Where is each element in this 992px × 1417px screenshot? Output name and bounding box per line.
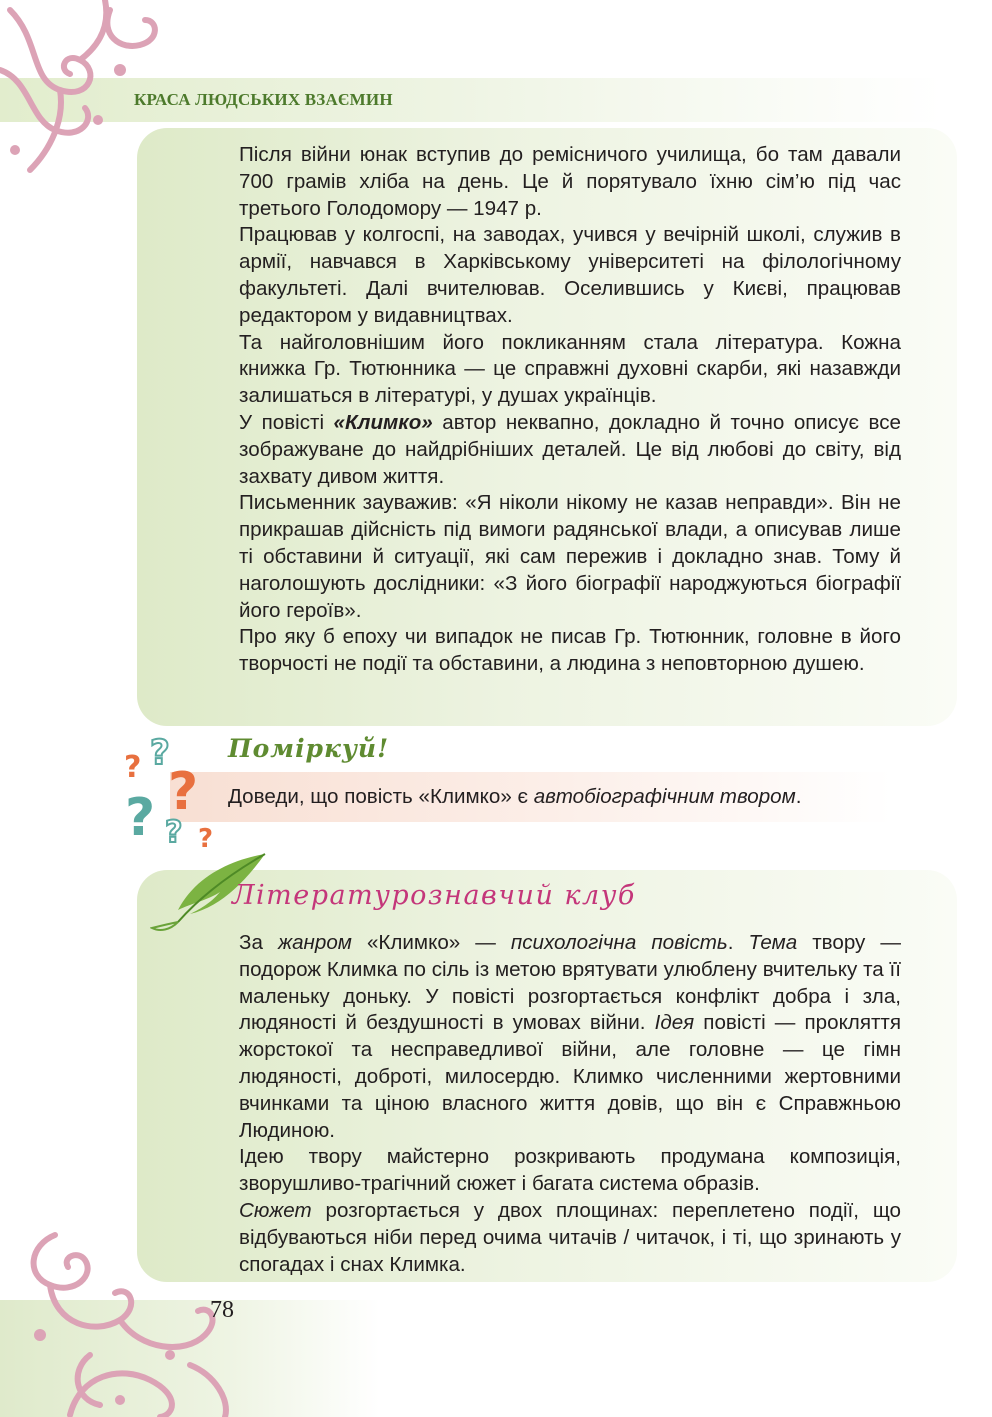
text-run: Письменник зауважив: «Я ніколи нікому не казав неправди». Він не прикрашав дійсність під вимоги радянської влади, а описував лише ті обставини й ситуації, які сам пережив і докладно знав. Тому й наголошують дослідники: «З його біографії народжуються біографії його героїв». [239, 491, 901, 622]
text-run: твору — подорож Климка по сіль із метою врятувати улюблену вчительку та її маленьку доньку. У повісті розгортається конфлікт добра і зла, людяності й бездушності в умовах війни. [239, 931, 901, 1035]
text-run: Ідея [654, 1011, 695, 1035]
paragraph [239, 410, 901, 490]
running-header: КРАСА ЛЮДСЬКИХ ВЗАЄМИН [134, 90, 393, 109]
text-run: повісті — прокляття жорстокої та несправедливої війни, але головне — це гімн людяності, доброті, милосердю. Климко численними жертовними вчинками та ціною власного життя довів, що він є Справжньою Людиною. [239, 1011, 901, 1142]
text-run: . [727, 931, 749, 954]
text-run: автобіографічним твором [533, 785, 796, 808]
text-run: жанром [277, 931, 352, 954]
text-run: автор неквапно, докладно й точно описує все зображуване до найдрібніших деталей. Це від любові до світу, від захвату дивом життя. [239, 410, 902, 488]
text-run: Сюжет [239, 1198, 312, 1222]
paragraph [239, 222, 901, 329]
text-run: «Климко» [333, 410, 433, 434]
text-run: Працював у колгоспі, на заводах, учився у вечірній школі, служив в армії, навчався в Харківському університеті на філологічному факультеті. Далі вчителював. Оселившись у Києві, працював редактором у видавництвах. [239, 223, 901, 327]
club-text [239, 930, 901, 1278]
think-task [228, 785, 801, 809]
paragraph [239, 930, 901, 1144]
text-run: розгортається у двох площинах: переплетено події, що відбуваються ніби перед очима читачів / читачок, і ті, що зринають у спогадах і снах Климка. [239, 1198, 901, 1276]
text-run: У повісті [239, 410, 334, 434]
text-run: Після війни юнак вступив до ремісничого училища, бо там давали 700 грамів хліба на день. Це й порятувало їхню сім’ю під час третього Голодомору — 1947 р. [239, 143, 901, 220]
paragraph [239, 142, 901, 222]
text-run: Тема [748, 931, 798, 954]
text-run: . [795, 785, 802, 808]
text-run: Доведи, що повість «Климко» є [228, 785, 534, 808]
text-run: психологічна повість [510, 931, 728, 954]
paragraph [239, 1198, 901, 1278]
biography-text [239, 142, 901, 678]
paragraph [239, 1144, 901, 1198]
paragraph [239, 624, 901, 678]
paragraph [239, 330, 901, 410]
text-run: «Климко» — [351, 931, 511, 954]
think-heading: Поміркуй! [228, 734, 390, 763]
club-heading: Літературознавчий клуб [232, 880, 636, 911]
text-run: Та найголовнішим його покликанням стала література. Кожна книжка Гр. Тютюнника — це справжні духовні скарби, які назавжди залишаться в літературі, у душах українців. [239, 330, 901, 408]
text-run: Про яку б епоху чи випадок не писав Гр. Тютюнник, головне в його творчості не події та обставини, а людина з неповторною душею. [239, 625, 901, 676]
text-run: За [239, 931, 278, 954]
page-number: 78 [210, 1297, 234, 1323]
text-run: Ідею твору майстерно розкривають продумана композиція, зворушливо-трагічний сюжет і багата система образів. [239, 1145, 901, 1196]
paragraph [239, 490, 901, 624]
